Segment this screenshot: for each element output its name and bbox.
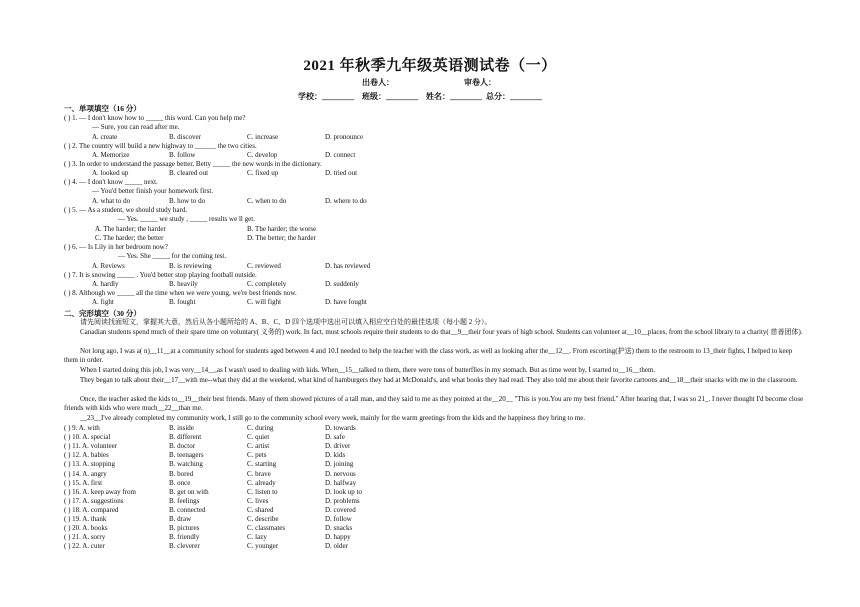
cloze-paragraph-2: Not long ago, I was a( n)__11__at a community school for students aged between 4 and 10.I needed to help the teacher with the class work, as well as looking after the__12__. From escorting(护送) them to the restroom to 13_their fights, I helped to keep them in order. <box>64 347 793 365</box>
cloze-option-n: ( ) 22. A. cuter <box>64 542 105 551</box>
cloze-option-n: ( ) 16. A. keep away from <box>64 487 136 496</box>
cloze-option-n: ( ) 14. A. angry <box>64 469 107 478</box>
cloze-option-b: B. get on with <box>169 487 209 496</box>
cloze-option-d: D. happy <box>325 533 351 542</box>
reviewer-label: 审卷人： <box>464 78 496 87</box>
q4-option-c: C. when to do <box>247 197 287 205</box>
q3-option-b: B. cleared out <box>169 169 209 177</box>
cloze-option-n: ( ) 9. A. with <box>64 424 100 432</box>
cloze-option-n: ( ) 13. A. stopping <box>64 460 115 469</box>
cloze-option-d: D. towards <box>325 424 356 432</box>
q4-option-a: A. what to do <box>92 197 131 205</box>
q5-option-d: D. The better; the harder <box>247 234 316 242</box>
cloze-option-c: C. classmates <box>247 524 286 533</box>
question-1: ( ) 1. — I don't know how to _____ this word. Can you help me? <box>64 114 246 122</box>
cloze-option-c: C. pets <box>247 451 267 460</box>
cloze-option-d: D. driver <box>325 442 351 451</box>
cloze-option-b: B. inside <box>169 424 194 432</box>
cloze-option-c: C. lives <box>247 496 269 505</box>
cloze-option-b: B. feelings <box>169 496 200 505</box>
question-5: ( ) 5. — As a student, we should study hard. <box>64 206 188 214</box>
cloze-paragraph-6: __23__I've already completed my community work, I still go to the community school every week, mainly for the warm greetings from the kids and the happiness they bring to me. <box>80 414 586 422</box>
q5-option-a: A. The harder; the harder <box>95 225 166 233</box>
cloze-paragraph-5: Once, the teacher asked the kids to__19__their best friends. Many of them showed pictures of a tall man, and they said to me as they pointed at the__20__ "This is you.You are my best friend." After hearing that, I was so 21_. I never thought I'd become close friends with kids who were much__22__than me. <box>64 395 804 413</box>
cloze-option-b: B. different <box>169 433 202 442</box>
cloze-option-d: D. older <box>325 542 348 551</box>
cloze-paragraph-3: When I started doing this job, I was very__14__,as I wasn't used to dealing with kids. When__15__talked to them, there were tons of butterflies in my stomach. But as time went by, I started to__16__them. <box>80 366 656 374</box>
cloze-instructions: 请先阅读找面短文，掌握其大意，然后从各小题所给的 A、B、C、D 四个选项中选出可以填入相应空白处的最佳选项（每小题 2 分）。 <box>80 318 492 326</box>
cloze-option-c: C. shared <box>247 505 274 514</box>
cloze-option-c: C. artist <box>247 442 270 451</box>
question-6: ( ) 6. — Is Lily in her bedroom now? <box>64 243 168 251</box>
question-5-reply: — Yes. _____ we study , _____ results we ll get. <box>118 215 255 223</box>
cloze-option-n: ( ) 20. A. books <box>64 524 108 533</box>
cloze-option-c: C. already <box>247 478 276 487</box>
cloze-option-n: ( ) 21. A. sorry <box>64 533 106 542</box>
cloze-paragraph-1: Canadian students spend much of their spare time on voluntary( 义务的) work. In fact, most schools require their students to do that__9__their four years of high school. Students can volunteer at__10__places, from the school library to a charity( 慈善团体). <box>80 328 803 336</box>
cloze-option-d: D. problems <box>325 496 360 505</box>
question-8: ( ) 8. Although we _____ all the time when we were young, we're best friends now. <box>64 289 297 297</box>
q3-option-d: D. tried out <box>325 169 358 177</box>
student-info-line: 学校：________ 班级：________ 姓名：________ 总分：________ <box>298 92 542 101</box>
q7-option-c: C. completely <box>247 280 287 288</box>
q7-option-d: D. suddenly <box>325 280 359 288</box>
cloze-option-c: C. younger <box>247 542 279 551</box>
cloze-option-c: C. starting <box>247 460 277 469</box>
q1-option-b: B. discover <box>169 133 201 141</box>
question-2: ( ) 2. The country will build a new highway to ______ the two cities. <box>64 142 257 150</box>
cloze-option-n: ( ) 12. A. babies <box>64 451 109 460</box>
q5-option-b: B. The harder; the worse <box>247 225 317 233</box>
q6-option-c: C. reviewed <box>247 262 281 270</box>
cloze-option-c: C. listen to <box>247 487 278 496</box>
q4-option-b: B. how to do <box>169 197 206 205</box>
cloze-option-c: C. brave <box>247 469 271 478</box>
cloze-option-n: ( ) 19. A. thank <box>64 515 107 523</box>
q1-option-d: D. pronounce <box>325 133 364 141</box>
cloze-option-c: C. during <box>247 424 274 432</box>
q2-option-b: B. follow <box>169 151 196 159</box>
question-6-reply: — Yes. She _____ for the coming test. <box>118 252 227 260</box>
cloze-option-d: D. joining <box>325 460 354 469</box>
cloze-option-b: B. teenagers <box>169 451 204 460</box>
cloze-option-b: B. friendly <box>169 533 200 542</box>
cloze-option-n: ( ) 18. A. compared <box>64 505 119 514</box>
cloze-option-n: ( ) 17. A. suggestions <box>64 496 124 505</box>
cloze-option-d: D. kids <box>325 451 346 460</box>
cloze-option-c: C. quiet <box>247 433 270 442</box>
q2-option-a: A. Memorize <box>92 151 130 159</box>
cloze-option-b: B. cleverer <box>169 542 200 551</box>
cloze-option-d: D. snacks <box>325 524 353 533</box>
cloze-option-n: ( ) 15. A. first <box>64 478 103 487</box>
cloze-paragraph-4: They began to talk about their__17__with me--what they did at the weekend, what kind of hamburgers they had at McDonald's, and what books they had read. They also told me about their favorite cartoons and__18__their snacks with me in the classroom. <box>80 376 798 384</box>
q1-option-a: A. create <box>92 133 118 141</box>
cloze-option-b: B. watching <box>169 460 203 469</box>
q6-option-d: D. has reviewed <box>325 262 371 270</box>
cloze-option-b: B. connected <box>169 505 206 514</box>
q5-option-c: C. The harder; the better <box>95 234 164 242</box>
q8-option-a: A. fight <box>92 298 114 306</box>
cloze-option-c: C. describe <box>247 515 279 523</box>
q8-option-c: C. will fight <box>247 298 282 306</box>
cloze-option-d: D. look up to <box>325 487 362 496</box>
cloze-option-b: B. draw <box>169 515 192 523</box>
question-7: ( ) 7. It is snowing _____ . You'd better stop playing football outside. <box>64 271 257 279</box>
q7-option-a: A. hardly <box>92 280 119 288</box>
cloze-option-d: D. follow <box>325 515 352 523</box>
cloze-option-n: ( ) 10. A. special <box>64 433 111 442</box>
question-1-reply: — Sure, you can read after me. <box>92 123 180 131</box>
q1-option-c: C. increase <box>247 133 279 141</box>
question-4: ( ) 4. — I don't know _____ next. <box>64 178 158 186</box>
q8-option-b: B. fought <box>169 298 196 306</box>
question-3: ( ) 3. In order to understand the passage better, Betty _____ the new words in the dictionary. <box>64 160 322 168</box>
cloze-option-b: B. doctor <box>169 442 196 451</box>
question-4-reply: — You'd better finish your homework first. <box>92 187 214 195</box>
q7-option-b: B. heavily <box>169 280 198 288</box>
q6-option-a: A. Reviews <box>92 262 125 270</box>
q2-option-d: D. connect <box>325 151 356 159</box>
q8-option-d: D. have fought <box>325 298 367 306</box>
author-label: 出卷人： <box>362 78 394 87</box>
page-title: 2021 年秋季九年级英语测试卷（一） <box>303 58 557 74</box>
cloze-option-b: B. pictures <box>169 524 200 533</box>
cloze-option-d: D. halfway <box>325 478 357 487</box>
section1-heading: 一、单项填空（16 分） <box>64 104 141 113</box>
q2-option-c: C. develop <box>247 151 278 159</box>
cloze-option-b: B. bored <box>169 469 194 478</box>
section2-heading: 二、完形填空（30 分） <box>64 309 141 318</box>
cloze-option-c: C. lazy <box>247 533 267 542</box>
cloze-option-d: D. nervous <box>325 469 356 478</box>
q3-option-a: A. looked up <box>92 169 129 177</box>
cloze-option-n: ( ) 11. A. volunteer <box>64 442 118 451</box>
cloze-option-b: B. once <box>169 478 191 487</box>
q4-option-d: D. where to do <box>325 197 367 205</box>
q3-option-c: C. fixed up <box>247 169 279 177</box>
cloze-option-d: D. covered <box>325 505 356 514</box>
cloze-option-d: D. safe <box>325 433 345 442</box>
q6-option-b: B. is reviewing <box>169 262 212 270</box>
